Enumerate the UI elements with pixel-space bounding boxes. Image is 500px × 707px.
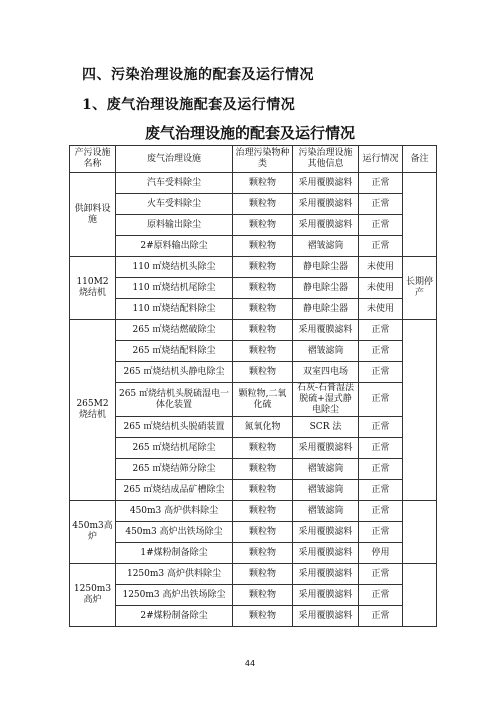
treatment-facility-cell: 110 ㎡烧结机头除尘 — [116, 257, 233, 278]
treatment-facility-cell: 265 ㎡烧结机头脱硫湿电一体化装置 — [116, 383, 233, 417]
exhaust-gas-facilities-table — [69, 145, 437, 627]
other-info-cell: 采用覆膜滤料 — [293, 173, 359, 194]
pollutant-cell: 颗粒物 — [233, 362, 293, 383]
other-info-cell: 采用覆膜滤料 — [293, 215, 359, 236]
table-row — [70, 362, 437, 383]
status-cell: 正常 — [359, 564, 403, 585]
treatment-facility-cell: 265 ㎡烧结成品矿槽除尘 — [116, 480, 233, 501]
header-cell: 产污设施名称 — [70, 146, 116, 173]
status-cell: 正常 — [359, 522, 403, 543]
table-row — [70, 194, 437, 215]
other-info-cell: 静电除尘器 — [293, 278, 359, 299]
treatment-facility-cell: 火车受料除尘 — [116, 194, 233, 215]
status-cell: 正常 — [359, 194, 403, 215]
other-info-cell: 采用覆膜滤料 — [293, 543, 359, 564]
subsection-heading: 1、废气治理设施配套及运行情况 — [82, 97, 296, 113]
other-info-cell: 石灰-石膏湿法脱硫+湿式静电除尘 — [293, 383, 359, 417]
header-row — [70, 146, 437, 173]
treatment-facility-cell: 450m3 高炉供料除尘 — [116, 501, 233, 522]
status-cell: 未使用 — [359, 299, 403, 320]
table-row — [70, 299, 437, 320]
remark-cell — [403, 501, 437, 564]
status-cell: 正常 — [359, 341, 403, 362]
table-row — [70, 278, 437, 299]
pollutant-cell: 颗粒物 — [233, 438, 293, 459]
pollutant-cell: 颗粒物 — [233, 236, 293, 257]
treatment-facility-cell: 450m3 高炉出铁场除尘 — [116, 522, 233, 543]
status-cell: 正常 — [359, 173, 403, 194]
other-info-cell: SCR 法 — [293, 417, 359, 438]
remark-cell — [403, 564, 437, 627]
treatment-facility-cell: 110 ㎡烧结配料除尘 — [116, 299, 233, 320]
table-row — [70, 173, 437, 194]
pollutant-cell: 颗粒物 — [233, 501, 293, 522]
other-info-cell: 褶皱滤筒 — [293, 236, 359, 257]
pollutant-cell: 颗粒物,二氧化硫 — [233, 383, 293, 417]
status-cell: 正常 — [359, 320, 403, 341]
treatment-facility-cell: 110 ㎡烧结机尾除尘 — [116, 278, 233, 299]
pollutant-cell: 颗粒物 — [233, 480, 293, 501]
page-number: 44 — [244, 659, 256, 668]
treatment-facility-cell: 2#煤粉制备除尘 — [116, 606, 233, 627]
treatment-facility-cell: 1250m3 高炉供料除尘 — [116, 564, 233, 585]
table-row — [70, 543, 437, 564]
treatment-facility-cell: 汽车受料除尘 — [116, 173, 233, 194]
treatment-facility-cell: 1250m3 高炉出铁场除尘 — [116, 585, 233, 606]
pollutant-cell: 颗粒物 — [233, 215, 293, 236]
pollutant-cell: 颗粒物 — [233, 606, 293, 627]
table-row — [70, 501, 437, 522]
table-row — [70, 320, 437, 341]
other-info-cell: 采用覆膜滤料 — [293, 585, 359, 606]
table-row — [70, 438, 437, 459]
header-cell: 备注 — [403, 146, 437, 173]
status-cell: 正常 — [359, 585, 403, 606]
facility-group-name: 265M2烧结机 — [70, 320, 116, 501]
other-info-cell: 褶皱滤筒 — [293, 459, 359, 480]
other-info-cell: 静电除尘器 — [293, 299, 359, 320]
treatment-facility-cell: 265 ㎡烧结机尾除尘 — [116, 438, 233, 459]
pollutant-cell: 颗粒物 — [233, 257, 293, 278]
table-row — [70, 480, 437, 501]
status-cell: 正常 — [359, 215, 403, 236]
treatment-facility-cell: 265 ㎡烧结配料除尘 — [116, 341, 233, 362]
table-row — [70, 215, 437, 236]
pollutant-cell: 颗粒物 — [233, 543, 293, 564]
other-info-cell: 褶皱滤筒 — [293, 341, 359, 362]
pollutant-cell: 氮氧化物 — [233, 417, 293, 438]
other-info-cell: 褶皱滤筒 — [293, 480, 359, 501]
facility-group-name: 1250m3高炉 — [70, 564, 116, 627]
header-cell: 污染治理设施其他信息 — [293, 146, 359, 173]
pollutant-cell: 颗粒物 — [233, 299, 293, 320]
table-header — [70, 146, 437, 173]
treatment-facility-cell: 265 ㎡烧结机头脱硝装置 — [116, 417, 233, 438]
table-row — [70, 459, 437, 480]
status-cell: 正常 — [359, 606, 403, 627]
table-title: 废气治理设施的配套及运行情况 — [144, 124, 355, 142]
header-cell: 治理污染物种类 — [233, 146, 293, 173]
other-info-cell: 采用覆膜滤料 — [293, 320, 359, 341]
status-cell: 未使用 — [359, 257, 403, 278]
table-row — [70, 236, 437, 257]
treatment-facility-cell: 265 ㎡烧结筛分除尘 — [116, 459, 233, 480]
facility-group-name: 450m3高炉 — [70, 501, 116, 564]
status-cell: 未使用 — [359, 278, 403, 299]
treatment-facility-cell: 2#原料输出除尘 — [116, 236, 233, 257]
other-info-cell: 褶皱滤筒 — [293, 501, 359, 522]
pollutant-cell: 颗粒物 — [233, 585, 293, 606]
status-cell: 停用 — [359, 543, 403, 564]
facility-group-name: 供卸料设施 — [70, 173, 116, 257]
treatment-facility-cell: 265 ㎡烧结机头静电除尘 — [116, 362, 233, 383]
status-cell: 正常 — [359, 236, 403, 257]
status-cell: 正常 — [359, 459, 403, 480]
section-heading: 四、污染治理设施的配套及运行情况 — [82, 67, 314, 83]
header-cell: 废气治理设施 — [116, 146, 233, 173]
status-cell: 正常 — [359, 438, 403, 459]
pollutant-cell: 颗粒物 — [233, 459, 293, 480]
other-info-cell: 采用覆膜滤料 — [293, 522, 359, 543]
status-cell: 正常 — [359, 417, 403, 438]
table-row — [70, 257, 437, 278]
pollutant-cell: 颗粒物 — [233, 278, 293, 299]
remark-cell: 长期停产 — [403, 257, 437, 320]
table-row — [70, 417, 437, 438]
table-row — [70, 522, 437, 543]
table-row — [70, 585, 437, 606]
other-info-cell: 采用覆膜滤料 — [293, 194, 359, 215]
table-row — [70, 383, 437, 417]
table-row — [70, 564, 437, 585]
remark-cell — [403, 173, 437, 257]
status-cell: 正常 — [359, 501, 403, 522]
pollutant-cell: 颗粒物 — [233, 173, 293, 194]
pollutant-cell: 颗粒物 — [233, 564, 293, 585]
table-body — [70, 173, 437, 627]
status-cell: 正常 — [359, 480, 403, 501]
status-cell: 正常 — [359, 362, 403, 383]
pollutant-cell: 颗粒物 — [233, 341, 293, 362]
pollutant-cell: 颗粒物 — [233, 522, 293, 543]
table-row — [70, 606, 437, 627]
treatment-facility-cell: 265 ㎡烧结燃破除尘 — [116, 320, 233, 341]
header-cell: 运行情况 — [359, 146, 403, 173]
treatment-facility-cell: 原料输出除尘 — [116, 215, 233, 236]
table-row — [70, 341, 437, 362]
status-cell: 正常 — [359, 383, 403, 417]
facility-group-name: 110M2烧结机 — [70, 257, 116, 320]
other-info-cell: 采用覆膜滤料 — [293, 606, 359, 627]
treatment-facility-cell: 1#煤粉制备除尘 — [116, 543, 233, 564]
remark-cell — [403, 320, 437, 501]
other-info-cell: 采用覆膜滤料 — [293, 564, 359, 585]
other-info-cell: 采用覆膜滤料 — [293, 438, 359, 459]
other-info-cell: 静电除尘器 — [293, 257, 359, 278]
pollutant-cell: 颗粒物 — [233, 194, 293, 215]
pollutant-cell: 颗粒物 — [233, 320, 293, 341]
other-info-cell: 双室四电场 — [293, 362, 359, 383]
